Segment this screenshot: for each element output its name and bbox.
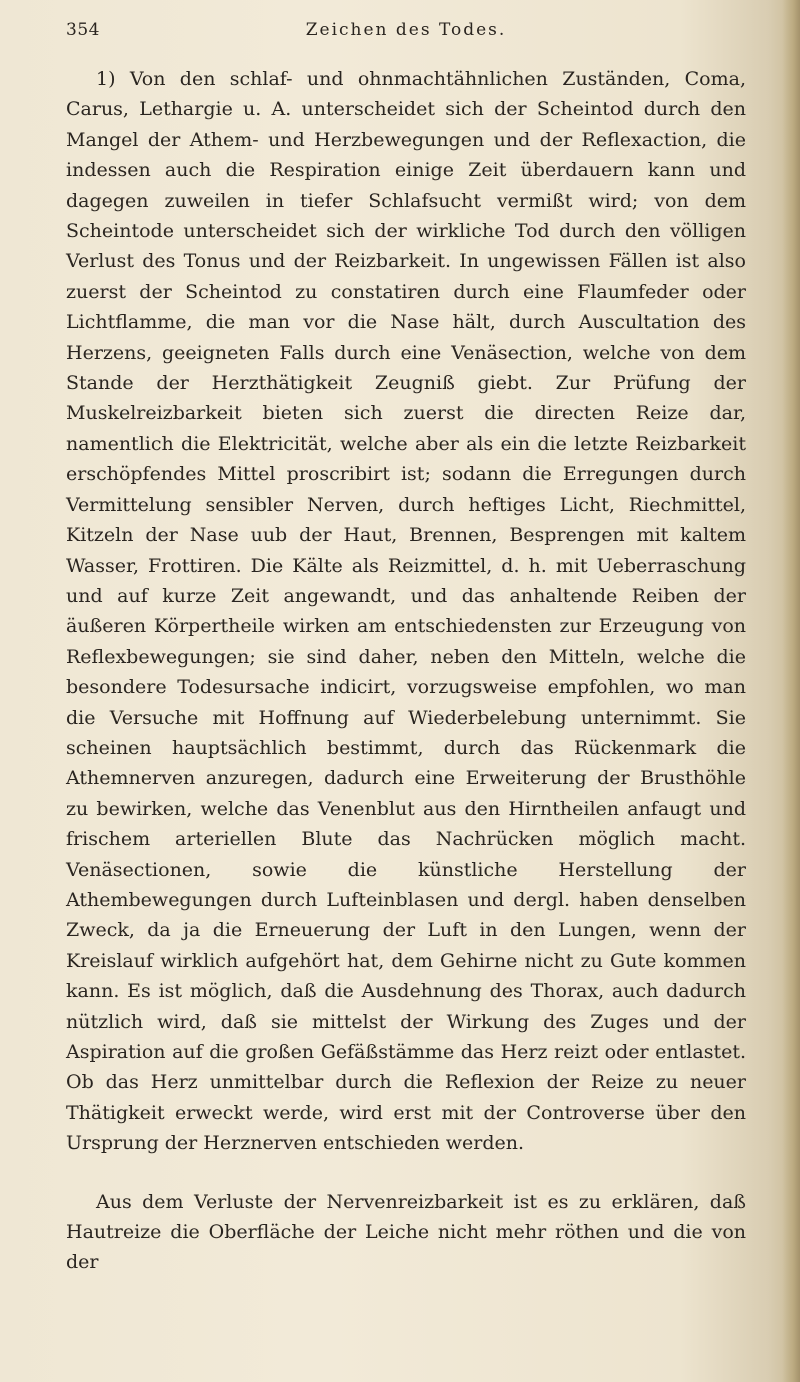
running-head-title: Zeichen des Todes. [305, 20, 507, 40]
page-number: 354 [66, 20, 100, 40]
body-text [66, 64, 746, 1278]
page-edge-shadow [782, 0, 800, 1382]
paragraph-2: Aus dem Verluste der Nervenreizbarkeit ist es zu erklären, daß Hautreize die Oberfläche der Leiche nicht mehr röthen und die von der [66, 1190, 746, 1274]
running-head [66, 20, 746, 50]
paragraph-1: 1) Von den schlaf- und ohnmachtähnlichen Zuständen, Coma, Carus, Lethargie u. A. unterscheidet sich der Scheintod durch den Mangel der Athem- und Herzbewegungen und der Reflexaction, die indessen auch die Respiration einige Zeit überdauern kann und dagegen zuweilen in tiefer Schlafsucht vermißt wird; von dem Scheintode unterscheidet sich der wirkliche Tod durch den völligen Verlust des Tonus und der Reizbarkeit. In ungewissen Fällen ist also zuerst der Scheintod zu constatiren durch eine Flaumfeder oder Lichtflamme, die man vor die Nase hält, durch Auscultation des Herzens, geeigneten Falls durch eine Venäsection, welche von dem Stande der Herzthätigkeit Zeugniß giebt. Zur Prüfung der Muskelreizbarkeit bieten sich zuerst die directen Reize dar, namentlich die Elektricität, welche aber als ein die letzte Reizbarkeit erschöpfendes Mittel proscribirt ist; sodann die Erregungen durch Vermittelung sensibler Nerven, durch heftiges Licht, Riechmittel, Kitzeln der Nase uub der Haut, Brennen, Besprengen mit kaltem Wasser, Frottiren. Die Kälte als Reizmittel, d. h. mit Ueberraschung und auf kurze Zeit angewandt, und das anhaltende Reiben der äußeren Körpertheile wirken am entschiedensten zur Erzeugung von Reflexbewegungen; sie sind daher, neben den Mitteln, welche die besondere Todesursache indicirt, vorzugsweise empfohlen, wo man die Versuche mit Hoffnung auf Wiederbelebung unternimmt. Sie scheinen hauptsächlich bestimmt, durch das Rückenmark die Athemnerven anzuregen, dadurch eine Erweiterung der Brusthöhle zu bewirken, welche das Venenblut aus den Hirntheilen anfaugt und frischem arteriellen Blute das Nachrücken möglich macht. Venäsectionen, sowie die künstliche Herstellung der Athembewegungen durch Lufteinblasen und dergl. haben denselben Zweck, da ja die Erneuerung der Luft in den Lungen, wenn der Kreislauf wirklich aufgehört hat, dem Gehirne nicht zu Gute kommen kann. Es ist möglich, daß die Ausdehnung des Thorax, auch dadurch nützlich wird, daß sie mittelst der Wirkung des Zuges und der Aspiration auf die großen Gefäßstämme das Herz reizt oder entlastet. Ob das Herz unmittelbar durch die Reflexion der Reize zu neuer Thätigkeit erweckt werde, wird erst mit der Controverse über den Ursprung der Herznerven entschieden werden. [66, 68, 746, 1155]
